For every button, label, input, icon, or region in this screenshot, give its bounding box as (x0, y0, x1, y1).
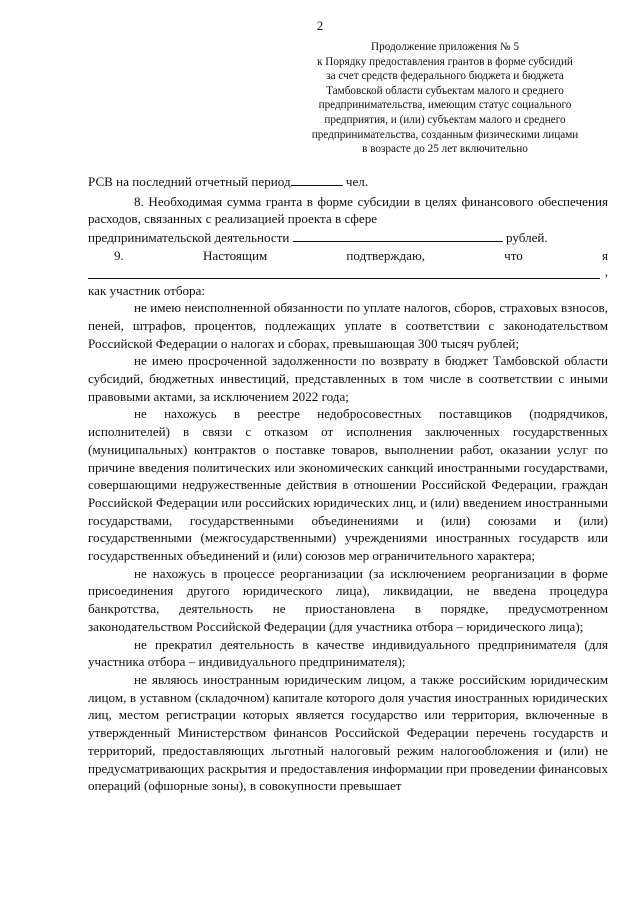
item-8-line-3 (88, 228, 608, 247)
page-number: 2 (316, 18, 324, 33)
item-8-line-2: обеспечения расходов, связанных с реализацией проекта в сфере (88, 193, 608, 227)
condition-paragraph: не являюсь иностранным юридическим лицом, а также российским юридическим лицом, в уставном (складочном) капитале которого доля участия иностранных юридических лиц, местом регистрации которых является государство или территория, включенные в утвержденный Министерством финансов Российской Федерации перечень государств и территорий, предоставляющих льготный налоговый режим налогообложения и (или) не предусматривающих раскрытия и предоставления информации при проведении финансовых операций (офшорные зоны), в совокупности превышает (88, 671, 608, 794)
item-8-unit: рублей. (506, 230, 548, 246)
header-line: в возрасте до 25 лет включительно (362, 143, 528, 156)
item-9 (88, 247, 608, 265)
item-9-word: подтверждаю, (346, 247, 426, 263)
rsv-line (88, 172, 608, 191)
rsv-label: РСВ на последний отчетный период (88, 174, 291, 189)
header-line: предпринимательства, созданным физическими лицами (311, 128, 579, 141)
header-line: предпринимательства, имеющим статус социального (318, 99, 572, 112)
header-line: Продолжение приложения № 5 (371, 41, 519, 53)
condition-paragraph: не имею просроченной задолженности по возврату в бюджет Тамбовской области субсидий, бюджетных инвестиций, представленных в том числе в соответствии с иными правовыми актами, за исключением 2022 года; (88, 353, 608, 404)
header-line: за счет средств федерального бюджета и бюджета (326, 70, 564, 83)
document-body (88, 172, 608, 795)
rsv-unit: чел. (345, 174, 369, 189)
item-9-word: что (504, 247, 523, 263)
grant-amount-blank (293, 228, 503, 242)
condition-paragraph: не нахожусь в реестре недобросовестных поставщиков (подрядчиков, исполнителей) в связи с отказом от исполнения заключенных государственных (муниципальных) контрактов о поставке товаров, выполнении работ, оказании услуг по причине введения политических или экономических санкций иностранными государствами, совершающими недружественные действия в отношении Российской Федерации, граждан Российской Федерации или российских юридических лиц, и (или) введением иностранными государствами, государственными объединениями и (или) союзами и (или) государственными (межгосударственными) учреждениями иностранных государств или государственных объединений и (или) союзов мер ограничительного характера; (88, 406, 608, 564)
rsv-blank (291, 172, 343, 186)
header-line: Тамбовской области субъектам малого и среднего (326, 84, 564, 97)
item-8 (88, 193, 608, 228)
condition-paragraph: не прекратил деятельность в качестве индивидуального предпринимателя (для участника отбора – индивидуального предпринимателя); (88, 636, 608, 670)
header-line: к Порядку предоставления грантов в форме субсидий (317, 55, 573, 68)
blank-comma: , (604, 263, 608, 279)
item-9-word: Настоящим (202, 247, 268, 263)
appendix-header (280, 40, 610, 157)
item-9-word: 9. (114, 247, 124, 263)
item-8-line-1: 8. Необходимая сумма гранта в форме субсидии в целях финансового (134, 193, 534, 209)
participant-line: как участник отбора: (88, 282, 206, 298)
condition-paragraph: не нахожусь в процессе реорганизации (за исключением реорганизации в форме присоединения другого юридического лица), ликвидации, не введена процедура банкротства, деятельность не приостановлена в порядке, предусмотренном законодательством Российской Федерации (для участника отбора – юридического лица); (88, 565, 608, 634)
item-8-label: предпринимательской деятельности (88, 230, 290, 246)
header-line: предприятия, и (или) субъектам малого и среднего (324, 113, 566, 126)
participant-name-blank (88, 263, 608, 279)
item-9-word: я (601, 247, 608, 263)
condition-paragraph: не имею неисполненной обязанности по уплате налогов, сборов, страховых взносов, пеней, штрафов, процентов, подлежащих уплате в соответствии с законодательством Российской Федерации о налогах и сборах, превышающая 300 тысяч рублей; (88, 300, 608, 351)
